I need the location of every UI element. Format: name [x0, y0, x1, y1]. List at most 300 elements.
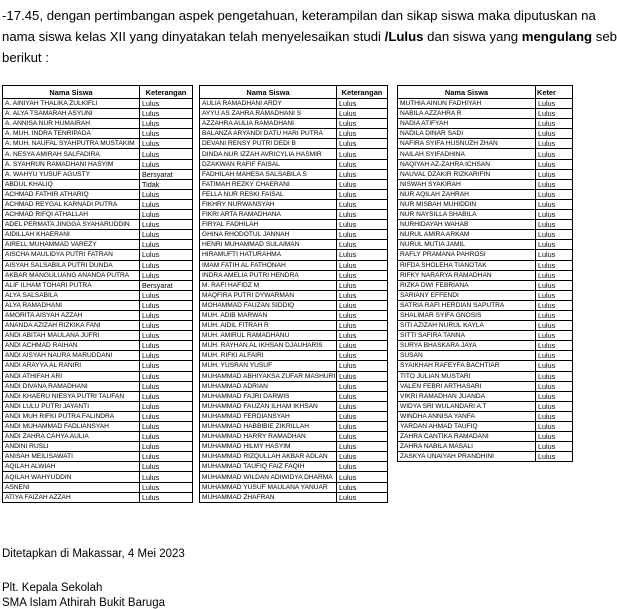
student-name: YARDAN AHMAD TAUFIQ [398, 422, 536, 432]
student-status: Lulus [140, 442, 193, 452]
table-row [200, 482, 388, 492]
student-name: ALYA SALSABILA [3, 290, 140, 300]
table-row [200, 442, 388, 452]
student-name: TITO JULIAN MUSTARI [398, 371, 536, 381]
table-row [398, 220, 573, 230]
student-name: ANDI ABITAH MAULANA JUFRI [3, 331, 140, 341]
student-status: Lulus [140, 381, 193, 391]
student-status: Lulus [140, 391, 193, 401]
student-status: Lulus [536, 179, 573, 189]
table-row [3, 472, 193, 482]
table-row [200, 220, 388, 230]
student-status: Lulus [337, 361, 388, 371]
student-name: MUH. AIDIL FITRAH R [200, 321, 337, 331]
student-status: Lulus [536, 139, 573, 149]
table-row [200, 199, 388, 209]
student-name: RIFKY NARARYA RAMADHAN [398, 270, 536, 280]
student-status: Lulus [140, 270, 193, 280]
student-name: A. SYAHRUN RAMADHANI HASYIM [3, 159, 140, 169]
table-row [200, 260, 388, 270]
student-name: ACHMAD REYGAL KARNADI PUTRA [3, 199, 140, 209]
table-row [200, 432, 388, 442]
student-status: Lulus [337, 179, 388, 189]
table-row [200, 159, 388, 169]
table-row [3, 109, 193, 119]
student-name: ADEL PERMATA JINGGA SYAHARUDDIN [3, 220, 140, 230]
table-row [200, 179, 388, 189]
table-row [3, 381, 193, 391]
student-status: Lulus [337, 341, 388, 351]
student-status: Lulus [140, 139, 193, 149]
table-row [398, 189, 573, 199]
student-status: Lulus [536, 381, 573, 391]
student-status: Lulus [337, 199, 388, 209]
table-row [3, 482, 193, 492]
student-status: Lulus [140, 99, 193, 109]
table-row [398, 260, 573, 270]
table-row [200, 341, 388, 351]
student-status: Lulus [337, 260, 388, 270]
student-status: Lulus [140, 361, 193, 371]
student-name: AULIA RAMADHANI ARDY [200, 99, 337, 109]
student-status: Lulus [140, 109, 193, 119]
student-status: Lulus [536, 341, 573, 351]
table-row [3, 361, 193, 371]
student-name: A. ALYA TSAMARAH ASYUNI [3, 109, 140, 119]
table-row [200, 452, 388, 462]
table-row [398, 230, 573, 240]
student-status: Lulus [337, 210, 388, 220]
student-name: MUH. AMIRUL RAMADHANU [200, 331, 337, 341]
table-row [398, 422, 573, 432]
student-status: Lulus [140, 371, 193, 381]
student-status: Lulus [337, 401, 388, 411]
student-name: ACHMAD RIFQI ATHALLAH [3, 210, 140, 220]
student-status: Lulus [536, 240, 573, 250]
student-name: RIZKA DWI FEBRIANA [398, 280, 536, 290]
student-name: HENRI MUHAMMAD SULAIMAN [200, 240, 337, 250]
student-name: NUR NAYSILLA SHABILA [398, 210, 536, 220]
student-name: MUH. ADIB MARWAN [200, 310, 337, 320]
student-status: Lulus [337, 129, 388, 139]
student-status: Lulus [536, 199, 573, 209]
student-name: SITTI SAFIRA TANNA [398, 331, 536, 341]
student-status: Lulus [140, 159, 193, 169]
student-status: Lulus [140, 462, 193, 472]
table-row [3, 220, 193, 230]
student-status: Lulus [337, 250, 388, 260]
student-name: MUHAMMAD ZHAFRAN [200, 492, 337, 502]
table-row [398, 442, 573, 452]
table-row [200, 109, 388, 119]
table-row [200, 270, 388, 280]
table-row [200, 422, 388, 432]
student-status: Lulus [536, 321, 573, 331]
table-row [200, 240, 388, 250]
table-row [398, 331, 573, 341]
table-row [3, 119, 193, 129]
student-status: Lulus [337, 381, 388, 391]
table-row [398, 169, 573, 179]
student-status: Lulus [337, 139, 388, 149]
student-status: Lulus [536, 149, 573, 159]
table-row [398, 119, 573, 129]
student-status: Lulus [337, 321, 388, 331]
student-status: Lulus [337, 331, 388, 341]
table-row [398, 351, 573, 361]
student-name: ZASKYA UNAIYAH PRANDHINI [398, 452, 536, 462]
student-status: Lulus [536, 361, 573, 371]
student-status: Bersyarat [140, 280, 193, 290]
student-name: ALIF ILHAM TOHARI PUTRA [3, 280, 140, 290]
student-status: Lulus [536, 391, 573, 401]
student-name: SATRIA RAFI HERDIAN SAPUTRA [398, 300, 536, 310]
student-name: FELLA NUR RESKI FAISAL [200, 189, 337, 199]
student-status: Lulus [337, 230, 388, 240]
student-name: ASNENI [3, 482, 140, 492]
student-status: Lulus [536, 300, 573, 310]
student-name: ZAHRA CANTIKA RAMADANI [398, 432, 536, 442]
table-row [3, 310, 193, 320]
student-name: M. RAFI HAFIDZ M [200, 280, 337, 290]
student-name: AIDILLAH KHAERANI [3, 230, 140, 240]
student-status: Lulus [140, 129, 193, 139]
table-row [200, 351, 388, 361]
paragraph-text: nama siswa kelas XII yang dinyatakan telah menyelesaikan studi [2, 29, 385, 44]
table-row [398, 199, 573, 209]
student-name: AZZAHRA AULIA RAMADHANI [200, 119, 337, 129]
student-name: AISCHA MAULIDYA PUTRI FATRAN [3, 250, 140, 260]
student-status: Lulus [337, 189, 388, 199]
student-status: Lulus [337, 472, 388, 482]
paragraph-line-2 [2, 26, 617, 48]
column-header-name: Nama Siswa [3, 86, 140, 99]
student-name: SYAIKHAH RAFEYFA BACHTIAR [398, 361, 536, 371]
student-table-3 [397, 85, 573, 462]
table-row [200, 189, 388, 199]
table-row [3, 290, 193, 300]
student-name: A. ANNISA NUR HUMAIRAH [3, 119, 140, 129]
student-name: MUHAMMAD HILMY HASYIM [200, 442, 337, 452]
school-name: SMA Islam Athirah Bukit Baruga [2, 597, 165, 609]
table-row [200, 492, 388, 502]
student-status: Lulus [337, 169, 388, 179]
student-status: Lulus [536, 432, 573, 442]
student-name: ZAHRA NABILA MASALI [398, 442, 536, 452]
student-status: Tidak [140, 179, 193, 189]
student-name: IMAM FATIH AL FATHONAH [200, 260, 337, 270]
student-status: Lulus [337, 351, 388, 361]
student-name: MUHAMMAD HABBIBIE ZIKRILLAH [200, 422, 337, 432]
table-row [200, 381, 388, 391]
student-status: Lulus [140, 492, 193, 502]
student-name: ANDINI RUSLI [3, 442, 140, 452]
student-status: Lulus [536, 331, 573, 341]
table-row [3, 422, 193, 432]
table-row [398, 381, 573, 391]
student-name: SUSAN [398, 351, 536, 361]
student-table-2 [199, 85, 388, 503]
student-name: WIDYA SRI WULANDARI A.T [398, 401, 536, 411]
table-row [398, 109, 573, 119]
table-row [200, 331, 388, 341]
student-status: Lulus [140, 189, 193, 199]
student-name: FIRYAL FADHILAH [200, 220, 337, 230]
student-status: Lulus [337, 482, 388, 492]
table-row [398, 300, 573, 310]
mengulang-emphasis: mengulang [521, 29, 593, 44]
table-row [3, 260, 193, 270]
student-name: ANDI MUH RIFKI PUTRA FALINDRA [3, 411, 140, 421]
student-status: Lulus [337, 422, 388, 432]
student-name: MUHAMMAD WILDAN ADIWIDYA DHARMA [200, 472, 337, 482]
table-row [398, 290, 573, 300]
student-name: AIRELL MUHAMMAD VAREZY [3, 240, 140, 250]
student-name: RAFLY PRAMANA PAHROSI [398, 250, 536, 260]
table-row [200, 129, 388, 139]
table-row [3, 300, 193, 310]
table-row [398, 139, 573, 149]
table-row [3, 129, 193, 139]
student-name: BALANZA ARYANDI DATU HARI PUTRA [200, 129, 337, 139]
student-status: Lulus [536, 169, 573, 179]
student-name: A. AINIYAH THALIKA ZULKIFLI [3, 99, 140, 109]
table-row [398, 452, 573, 462]
student-status: Lulus [337, 462, 388, 472]
student-status: Lulus [140, 250, 193, 260]
student-status: Lulus [337, 411, 388, 421]
student-name: NURUL MUTIA JAMIL [398, 240, 536, 250]
student-status: Lulus [536, 290, 573, 300]
student-name: SITI AZIZAH NURUL KAYLA [398, 321, 536, 331]
table-row [200, 321, 388, 331]
table-row [200, 250, 388, 260]
student-name: ANDI ATHIFAH ARI [3, 371, 140, 381]
table-row [3, 492, 193, 502]
student-name: AKBAR MANGULUANG ANANDA PUTRA [3, 270, 140, 280]
student-status: Lulus [140, 472, 193, 482]
student-status: Lulus [337, 492, 388, 502]
table-row [3, 341, 193, 351]
table-row [3, 210, 193, 220]
student-name: A. WAHYU YUSUF AGUSTY [3, 169, 140, 179]
table-row [3, 149, 193, 159]
table-row [3, 199, 193, 209]
student-status: Lulus [140, 119, 193, 129]
student-status: Lulus [140, 422, 193, 432]
student-status: Lulus [337, 220, 388, 230]
student-status: Lulus [536, 260, 573, 270]
student-name: MUH. RAYHAN AL IKHSAN DJAUHARIS [200, 341, 337, 351]
table-row [3, 452, 193, 462]
column-header-status: Keterangan [140, 86, 193, 99]
table-row [398, 411, 573, 421]
student-status: Lulus [536, 99, 573, 109]
table-row [398, 240, 573, 250]
student-name: MUH. YUSRAN YUSUF [200, 361, 337, 371]
table-row [3, 331, 193, 341]
decision-date: Ditetapkan di Makassar, 4 Mei 2023 [2, 548, 185, 560]
student-status: Lulus [337, 159, 388, 169]
table-row [398, 210, 573, 220]
table-row [200, 300, 388, 310]
student-status: Lulus [337, 452, 388, 462]
student-status: Lulus [536, 351, 573, 361]
student-status: Lulus [140, 482, 193, 492]
paragraph-text: seb [592, 29, 617, 44]
student-status: Lulus [337, 270, 388, 280]
student-name: GHINA RHODOTUL JANNAH [200, 230, 337, 240]
student-status: Lulus [536, 250, 573, 260]
student-name: NAILAH SYIFADHINA [398, 149, 536, 159]
student-name: A. MUH. INDRA TENRIPADA [3, 129, 140, 139]
table-row [200, 310, 388, 320]
student-name: MOHAMMAD FAUZAN SIDDIQ [200, 300, 337, 310]
student-name: SHALIMAR SYIFA GNOSIS [398, 310, 536, 320]
table-row [398, 149, 573, 159]
student-name: FIKHRY NURWANSYAH [200, 199, 337, 209]
student-status: Lulus [337, 300, 388, 310]
student-name: AMORITA AISYAH AZZAH [3, 310, 140, 320]
table-row [3, 401, 193, 411]
student-name: ANISAH MEILISAWATI [3, 452, 140, 462]
table-row [3, 371, 193, 381]
paragraph-line-1: -17.45, dengan pertimbangan aspek pengetahuan, keterampilan dan sikap siswa maka diputuskan na [2, 8, 596, 23]
table-row [3, 169, 193, 179]
student-status: Lulus [140, 240, 193, 250]
student-status: Lulus [140, 351, 193, 361]
student-status: Lulus [536, 401, 573, 411]
table-row [398, 361, 573, 371]
table-row [3, 432, 193, 442]
lulus-emphasis: /Lulus [384, 29, 424, 44]
student-status: Lulus [140, 199, 193, 209]
student-name: MUHAMMAD TAUFIQ FAIZ FAQIH [200, 462, 337, 472]
student-name: MUH. RIFKI ALFAIRI [200, 351, 337, 361]
column-header-status: Keter [536, 86, 573, 99]
student-name: NURUL AMIRA ARKAM [398, 230, 536, 240]
student-name: DEVANI RENSY PUTRI DEDI B [200, 139, 337, 149]
student-name: NAQIYAH AZ-ZAHRA ICHSAN [398, 159, 536, 169]
table-row [200, 472, 388, 482]
table-row [398, 129, 573, 139]
student-name: MUHAMMAD YUSUF MAULANA YANUAR [200, 482, 337, 492]
student-status: Lulus [536, 220, 573, 230]
student-status: Lulus [337, 290, 388, 300]
student-status: Lulus [536, 129, 573, 139]
student-status: Lulus [536, 422, 573, 432]
student-status: Lulus [140, 149, 193, 159]
table-row [200, 139, 388, 149]
table-row [3, 351, 193, 361]
table-row [3, 159, 193, 169]
table-row [398, 179, 573, 189]
table-row [200, 119, 388, 129]
student-status: Lulus [140, 230, 193, 240]
student-status: Lulus [536, 119, 573, 129]
table-row [200, 371, 388, 381]
student-table-1 [2, 85, 193, 503]
student-name: WINDHA ANNISA YANFA [398, 411, 536, 421]
student-status: Lulus [140, 401, 193, 411]
student-name: AQILAH WAHYUDDIN [3, 472, 140, 482]
column-header-name: Nama Siswa [200, 86, 337, 99]
student-name: ANDI ARAYYA AL RANIRI [3, 361, 140, 371]
student-status: Lulus [337, 371, 388, 381]
student-name: AISYAH SALSABILA PUTRI DUNDA [3, 260, 140, 270]
student-name: NUR AQILAH ZAHRAH [398, 189, 536, 199]
student-status: Lulus [140, 310, 193, 320]
student-status: Lulus [536, 109, 573, 119]
table-row [398, 341, 573, 351]
table-row [200, 391, 388, 401]
table-row [398, 371, 573, 381]
student-name: AQILAH ALWIAH [3, 462, 140, 472]
table-row [3, 462, 193, 472]
student-status: Lulus [337, 442, 388, 452]
student-name: MUHAMMAD ADRIAN [200, 381, 337, 391]
table-row [200, 99, 388, 109]
table-row [3, 179, 193, 189]
student-status: Bersyarat [140, 169, 193, 179]
student-name: FATIMAH REZKY CHAERANI [200, 179, 337, 189]
student-name: NAUVAL DZAKIR RIZKARIFIN [398, 169, 536, 179]
student-status: Lulus [337, 149, 388, 159]
student-name: ABDUL KHALIQ [3, 179, 140, 189]
student-status: Lulus [337, 109, 388, 119]
student-name: NAFIRA SYIFA HUSNUZH ZHAN [398, 139, 536, 149]
student-name: AYYU AS ZAHRA RAMADHANI S [200, 109, 337, 119]
table-row [200, 210, 388, 220]
student-name: FIKRI ARTA RAMADHANA [200, 210, 337, 220]
table-row [3, 250, 193, 260]
student-status: Lulus [536, 270, 573, 280]
table-row [398, 391, 573, 401]
student-status: Lulus [140, 290, 193, 300]
student-name: ANDI KHAERU NIESYA PUTRI TAUFAN [3, 391, 140, 401]
student-name: A. MUH. NAUFAL SYAHPUTRA MUSTAKIM [3, 139, 140, 149]
student-name: MUHAMMAD FERDIANSYAH [200, 411, 337, 421]
student-name: NADILA DINAR SADI [398, 129, 536, 139]
student-name: ANDI ZAHRA CAHYA AULIA [3, 432, 140, 442]
student-name: SARIANY EFFENDI [398, 290, 536, 300]
table-row [3, 230, 193, 240]
table-row [200, 411, 388, 421]
student-name: ANDI LULU PUTRI JAYANTI [3, 401, 140, 411]
student-name: HIRAMUFTI HATURAHMA [200, 250, 337, 260]
student-status: Lulus [536, 411, 573, 421]
student-name: MUHAMMAD ABHIYAKSA ZUFAR MASHURI [200, 371, 337, 381]
student-status: Lulus [337, 310, 388, 320]
paragraph-line-3: berikut : [2, 50, 49, 65]
table-row [200, 230, 388, 240]
student-name: A. NESYA AMIRAH SALFADIRA [3, 149, 140, 159]
table-row [200, 149, 388, 159]
signatory-role: Plt. Kepala Sekolah [2, 582, 103, 594]
table-row [3, 321, 193, 331]
paragraph-text: dan siswa yang [423, 29, 522, 44]
table-row [398, 159, 573, 169]
table-row [398, 310, 573, 320]
student-status: Lulus [140, 432, 193, 442]
student-name: ANDI DIVANA RAMADHANI [3, 381, 140, 391]
student-name: NURHIDAYAH WAHAB [398, 220, 536, 230]
student-name: INDRA AMELIA PUTRI HENDRA [200, 270, 337, 280]
student-name: ANDI ACHMAD RAIHAN [3, 341, 140, 351]
student-status: Lulus [536, 189, 573, 199]
student-name: NUR MISBAH MUHIDDIN [398, 199, 536, 209]
table-row [3, 280, 193, 290]
